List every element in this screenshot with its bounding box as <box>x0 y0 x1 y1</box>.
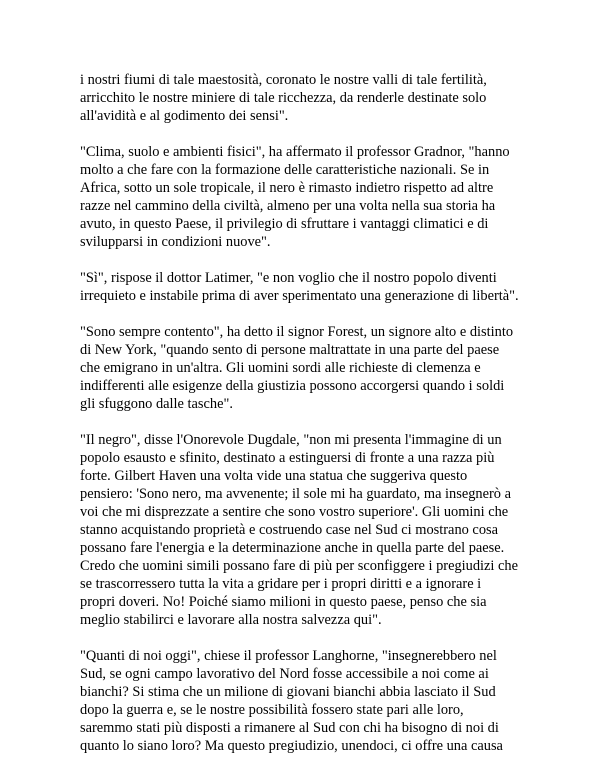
document-page <box>80 71 540 773</box>
paragraph-2: "Clima, suolo e ambienti fisici", ha affermato il professor Gradnor, "hanno molto a che fare con la formazione delle caratteristiche nazionali. Se in Africa, sotto un sole tropicale, il nero è rimasto indietro rispetto ad altre razze nel cammino della civiltà, almeno per una volta nella sua storia ha avuto, in questo Paese, il privilegio di sfruttare i vantaggi climatici e di svilupparsi in condizioni nuove". <box>80 144 510 250</box>
paragraph-5: "Il negro", disse l'Onorevole Dugdale, "non mi presenta l'immagine di un popolo esausto e sfinito, destinato a estinguersi di fronte a una razza più forte. Gilbert Haven una volta vide una statua che suggeriva questo pensiero: 'Sono nero, ma avvenente; il sole mi ha guardato, ma insegnerò a voi che mi disprezzate a sentire che sono vostro superiore'. Gli uomini che stanno acquistando proprietà e costruendo case nel Sud ci mostrano cosa possano fare l'energia e la determinazione anche in quella parte del paese. Credo che uomini simili possano fare di più per sconfiggere i pregiudizi che se trascorressero tutta la vita a gridare per i propri diritti e a ignorare i propri doveri. No! Poiché siamo milioni in questo paese, penso che sia meglio stabilirci e lavorare alla nostra salvezza qui". <box>80 432 518 628</box>
paragraph-1: i nostri fiumi di tale maestosità, coronato le nostre valli di tale fertilità, arricchito le nostre miniere di tale ricchezza, da renderle destinate solo all'avidità e al godimento dei sensi". <box>80 72 487 124</box>
paragraph-4: "Sono sempre contento", ha detto il signor Forest, un signore alto e distinto di New York, "quando sento di persone maltrattate in una parte del paese che emigrano in un'altra. Gli uomini sordi alle richieste di clemenza e indifferenti alle esigenze della giustizia possono accorgersi quando i soldi gli sfuggono dalle tasche". <box>80 324 514 412</box>
paragraph-3: "Sì", rispose il dottor Latimer, "e non voglio che il nostro popolo diventi irrequieto e instabile prima di aver sperimentato una generazione di libertà". <box>80 270 519 304</box>
paragraph-6: "Quanti di noi oggi", chiese il professor Langhorne, "insegnerebbero nel Sud, se ogni campo lavorativo del Nord fosse accessibile a noi come ai bianchi? Si stima che un milione di giovani bianchi abbia lasciato il Sud dopo la guerra e, se le nostre possibilità fossero state pari alle loro, saremmo stati più disposti a rimanere al Sud con chi ha bisogno di noi di quanto lo siano loro? Ma questo pregiudizio, unendoci, ci offre una causa <box>80 648 503 754</box>
